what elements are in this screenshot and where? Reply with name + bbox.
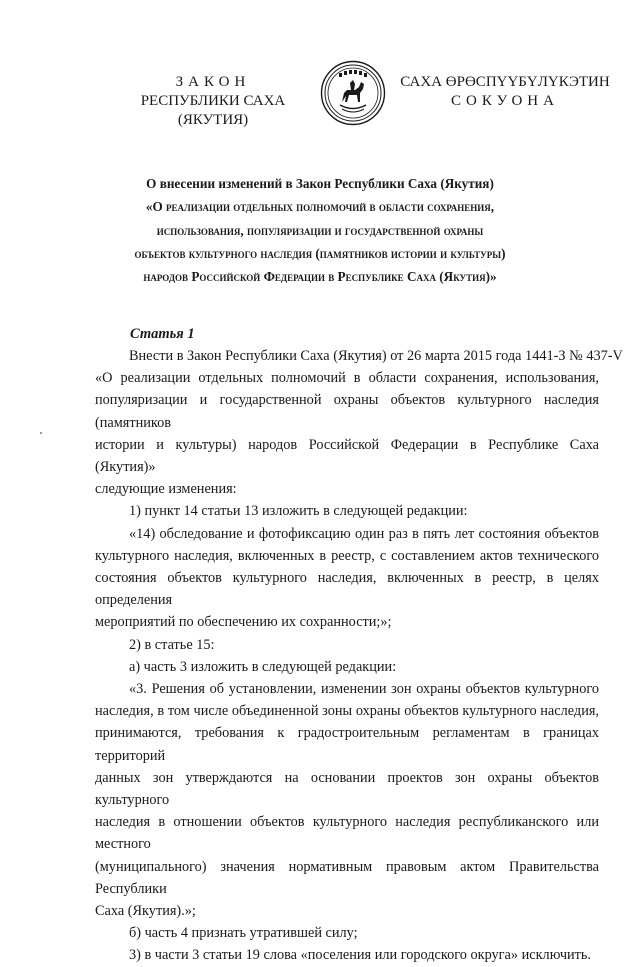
paragraph-line: наследия в отношении объектов культурного наследия республиканского или местного <box>95 814 599 853</box>
scan-speck <box>40 432 42 434</box>
paragraph-line: данных зон утверждаются на основании проектов зон охраны объектов культурного <box>95 769 599 809</box>
header-right-line2: СОКУОНА <box>451 93 559 109</box>
title-line: использования, популяризации и государственной охраны <box>156 222 484 238</box>
list-item: 2) в статье 15: <box>129 636 215 653</box>
paragraph-line: принимаются, требования к градостроительным регламентам в границах территорий <box>95 725 599 764</box>
paragraph-line: (муниципального) значения нормативным правовым актом Правительства Республики <box>95 858 599 897</box>
list-item: 3) в части 3 статьи 19 слова «поселения или городского округа» исключить. <box>129 947 592 964</box>
paragraph-line: истории и культуры) народов Российской Федерации в Республике Саха (Якутия)» <box>95 436 599 476</box>
list-item: а) часть 3 изложить в следующей редакции: <box>129 658 397 675</box>
header-left-line2: РЕСПУБЛИКИ САХА (ЯКУТИЯ) <box>140 93 286 128</box>
paragraph-line: «3. Решения об установлении, изменении зон охраны объектов культурного <box>129 681 599 698</box>
list-item: 1) пункт 14 статьи 13 изложить в следующей редакции: <box>129 503 468 520</box>
paragraph-line: «О реализации отдельных полномочий в области сохранения, использования, <box>95 370 599 387</box>
sakha-republic-emblem-icon <box>320 60 386 126</box>
law-title <box>40 172 600 288</box>
title-line: объектов культурного наследия (памятников истории и культуры) <box>134 245 506 261</box>
title-line: О внесении изменений в Закон Республики Саха (Якутия) <box>146 176 494 191</box>
title-line: «О реализации отдельных полномочий в области сохранения, <box>145 199 495 215</box>
paragraph-line: состояния объектов культурного наследия, включенных в реестр, в целях определения <box>95 570 599 609</box>
paragraph-line: популяризации и государственной охраны объектов культурного наследия (памятников <box>95 392 599 431</box>
paragraph-line: Внести в Закон Республики Саха (Якутия) от 26 марта 2015 года 1441-З № 437-V <box>129 348 623 364</box>
header-right-line1: САХА ӨРӨСПҮҮБҮЛҮКЭТИН <box>400 74 610 90</box>
paragraph-line: мероприятий по обеспечению их сохранности;»; <box>95 614 392 631</box>
header-left <box>108 73 318 130</box>
paragraph-line: Саха (Якутия).»; <box>95 903 196 920</box>
paragraph-line: следующие изменения: <box>95 481 237 498</box>
article-heading: Статья 1 <box>130 326 195 342</box>
list-item: б) часть 4 признать утратившей силу; <box>129 925 358 942</box>
paragraph-line: «14) обследование и фотофиксацию один раз в пять лет состояния объектов <box>129 525 599 542</box>
paragraph-line: наследия, в том числе объединенной зоны охраны объектов культурного наследия, <box>95 703 599 720</box>
title-line: народов Российской Федерации в Республике Саха (Якутия)» <box>143 269 497 285</box>
paragraph-line: культурного наследия, включенных в реестр, с составлением актов технического <box>95 547 599 564</box>
article-body <box>95 345 623 967</box>
header-left-line1: ЗАКОН <box>175 74 251 90</box>
header-right <box>390 73 620 111</box>
